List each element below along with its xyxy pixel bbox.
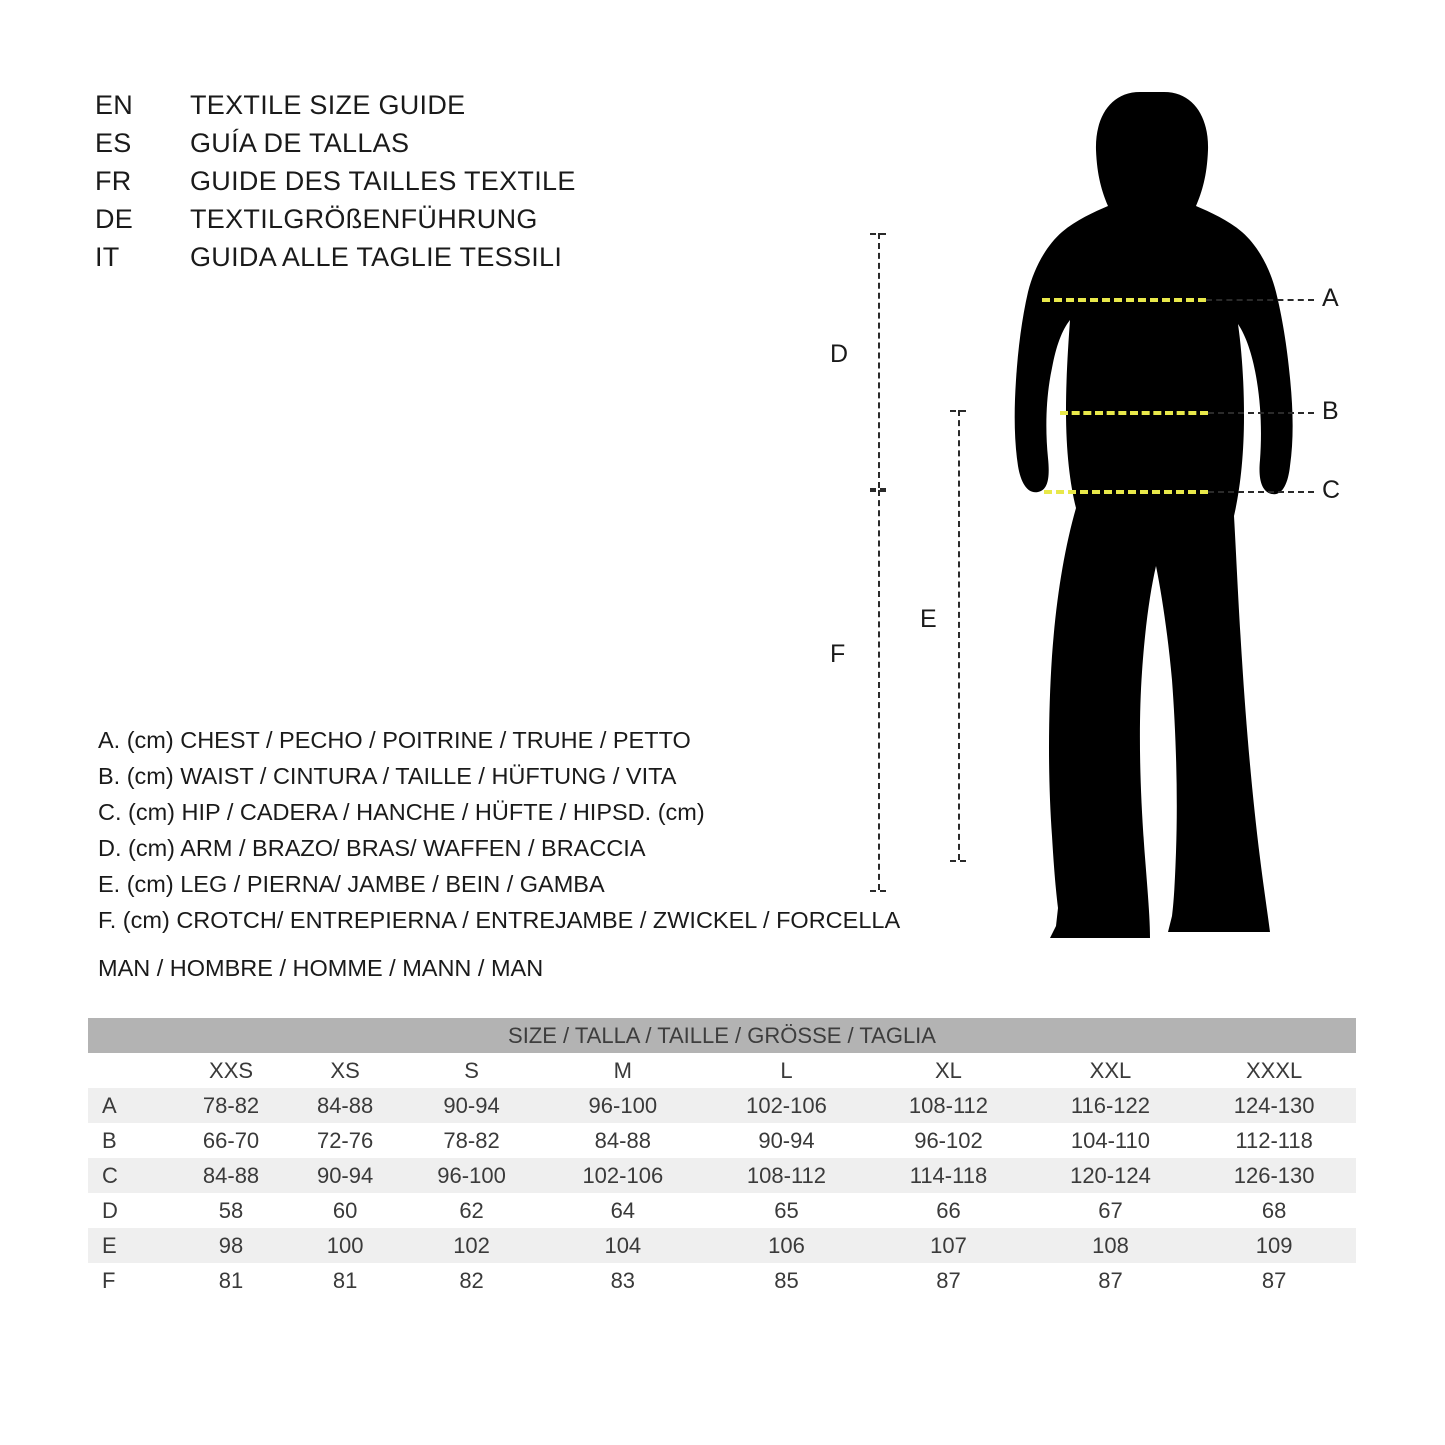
arm-measure-bar	[878, 233, 880, 488]
cell: 83	[541, 1263, 705, 1298]
legend-block	[98, 722, 908, 938]
cell: 120-124	[1029, 1158, 1193, 1193]
cell: 84-88	[541, 1123, 705, 1158]
title-lang-code: EN	[95, 90, 134, 120]
waist-leader-line	[1208, 412, 1314, 414]
leg-measure-bar	[958, 410, 960, 860]
title-row	[95, 90, 715, 128]
table-row	[88, 1123, 1356, 1158]
legend-item-a: A. (cm) CHEST / PECHO / POITRINE / TRUHE / PETTO	[98, 727, 691, 753]
cell: 72-76	[288, 1123, 402, 1158]
cell: 90-94	[288, 1158, 402, 1193]
cell: 98	[174, 1228, 288, 1263]
cell: 107	[868, 1228, 1028, 1263]
cell: 96-100	[402, 1158, 541, 1193]
table-header-row	[88, 1018, 1356, 1053]
legend-item-d: D. (cm) ARM / BRAZO/ BRAS/ WAFFEN / BRACCIA	[98, 835, 646, 861]
title-text: GUIDA ALLE TAGLIE TESSILI	[190, 242, 563, 272]
title-block	[95, 90, 715, 280]
male-silhouette-icon	[990, 80, 1350, 950]
size-table	[88, 1018, 1356, 1298]
cell: 87	[868, 1263, 1028, 1298]
cell: 100	[288, 1228, 402, 1263]
table-row	[88, 1193, 1356, 1228]
table-sizes-row	[88, 1053, 1356, 1088]
cell: 90-94	[402, 1088, 541, 1123]
column-header-m: M	[541, 1053, 705, 1088]
cell: 62	[402, 1193, 541, 1228]
column-header-xxl: XXL	[1029, 1053, 1193, 1088]
marker-label-e: E	[920, 605, 937, 633]
cell: 81	[288, 1263, 402, 1298]
cell: 66	[868, 1193, 1028, 1228]
title-text: GUÍA DE TALLAS	[190, 128, 410, 158]
cell: 87	[1192, 1263, 1356, 1298]
marker-label-d: D	[830, 340, 849, 368]
cell: 116-122	[1029, 1088, 1193, 1123]
title-lang-code: ES	[95, 128, 132, 158]
row-label-b: B	[88, 1123, 174, 1158]
cell: 81	[174, 1263, 288, 1298]
cell: 66-70	[174, 1123, 288, 1158]
legend-item-e: E. (cm) LEG / PIERNA/ JAMBE / BEIN / GAMBA	[98, 871, 605, 897]
row-label-c: C	[88, 1158, 174, 1193]
title-lang-code: IT	[95, 242, 120, 272]
hip-leader-line	[1208, 491, 1314, 493]
legend-item-c: C. (cm) HIP / CADERA / HANCHE / HÜFTE / HIPSD. (cm)	[98, 799, 705, 825]
row-label-f: F	[88, 1263, 174, 1298]
cell: 65	[705, 1193, 869, 1228]
cell: 108-112	[868, 1088, 1028, 1123]
cell: 82	[402, 1263, 541, 1298]
gender-label: MAN / HOMBRE / HOMME / MANN / MAN	[98, 955, 544, 981]
hip-measure-line	[1044, 490, 1208, 494]
cell: 109	[1192, 1228, 1356, 1263]
cell: 68	[1192, 1193, 1356, 1228]
cell: 58	[174, 1193, 288, 1228]
table-row	[88, 1263, 1356, 1298]
title-row	[95, 242, 715, 280]
cell: 124-130	[1192, 1088, 1356, 1123]
row-label-e: E	[88, 1228, 174, 1263]
cell: 104	[541, 1228, 705, 1263]
cell: 108	[1029, 1228, 1193, 1263]
table-row	[88, 1158, 1356, 1193]
cell: 106	[705, 1228, 869, 1263]
cell: 102	[402, 1228, 541, 1263]
table-header-label: SIZE / TALLA / TAILLE / GRÖSSE / TAGLIA	[88, 1018, 1356, 1053]
chest-measure-line	[1042, 298, 1206, 302]
cell: 102-106	[541, 1158, 705, 1193]
cell: 90-94	[705, 1123, 869, 1158]
title-text: GUIDE DES TAILLES TEXTILE	[190, 166, 576, 196]
title-text: TEXTILGRÖßENFÜHRUNG	[190, 204, 538, 234]
waist-measure-line	[1060, 411, 1208, 415]
row-label-a: A	[88, 1088, 174, 1123]
table-row	[88, 1088, 1356, 1123]
title-text: TEXTILE SIZE GUIDE	[190, 90, 466, 120]
sizes-row-corner	[88, 1053, 174, 1088]
cell: 78-82	[174, 1088, 288, 1123]
cell: 78-82	[402, 1123, 541, 1158]
row-label-d: D	[88, 1193, 174, 1228]
crotch-measure-cap-top	[870, 490, 886, 492]
leg-measure-cap-bottom	[950, 860, 966, 862]
title-row	[95, 204, 715, 242]
cell: 112-118	[1192, 1123, 1356, 1158]
cell: 126-130	[1192, 1158, 1356, 1193]
title-row	[95, 128, 715, 166]
cell: 64	[541, 1193, 705, 1228]
cell: 67	[1029, 1193, 1193, 1228]
arm-measure-cap-top	[870, 233, 886, 235]
column-header-l: L	[705, 1053, 869, 1088]
column-header-s: S	[402, 1053, 541, 1088]
legend-item-f: F. (cm) CROTCH/ ENTREPIERNA / ENTREJAMBE / ZWICKEL / FORCELLA	[98, 907, 901, 933]
title-lang-code: DE	[95, 204, 134, 234]
size-table-wrapper	[88, 1018, 1356, 1298]
cell: 84-88	[174, 1158, 288, 1193]
column-header-xs: XS	[288, 1053, 402, 1088]
cell: 84-88	[288, 1088, 402, 1123]
cell: 96-102	[868, 1123, 1028, 1158]
cell: 96-100	[541, 1088, 705, 1123]
marker-label-b: B	[1322, 397, 1339, 425]
cell: 108-112	[705, 1158, 869, 1193]
cell: 87	[1029, 1263, 1193, 1298]
cell: 85	[705, 1263, 869, 1298]
title-row	[95, 166, 715, 204]
legend-item-b: B. (cm) WAIST / CINTURA / TAILLE / HÜFTUNG / VITA	[98, 763, 677, 789]
title-lang-code: FR	[95, 166, 132, 196]
cell: 114-118	[868, 1158, 1028, 1193]
marker-label-a: A	[1322, 284, 1339, 312]
column-header-xxs: XXS	[174, 1053, 288, 1088]
chest-leader-line	[1206, 299, 1314, 301]
leg-measure-cap-top	[950, 410, 966, 412]
column-header-xxxl: XXXL	[1192, 1053, 1356, 1088]
column-header-xl: XL	[868, 1053, 1028, 1088]
marker-label-c: C	[1322, 476, 1341, 504]
cell: 104-110	[1029, 1123, 1193, 1158]
table-row	[88, 1228, 1356, 1263]
marker-label-f: F	[830, 640, 846, 668]
cell: 102-106	[705, 1088, 869, 1123]
cell: 60	[288, 1193, 402, 1228]
